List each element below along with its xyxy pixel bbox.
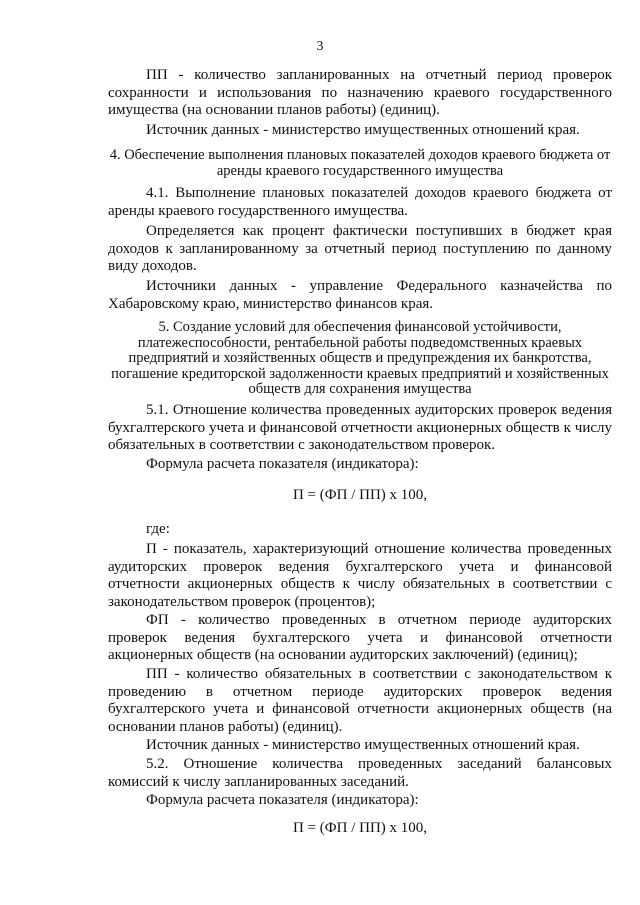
paragraph-p-definition: П - показатель, характеризующий отношение количества проведенных аудиторских проверок ведения бухгалтерского учета и финансовой отчетности акционерных обществ к числу обязательных в соответствии с законодательством проверок (процентов); xyxy=(108,541,612,610)
page-number: 3 xyxy=(316,39,324,54)
paragraph-5-2: 5.2. Отношение количества проведенных заседаний балансовых комиссий к числу запланированных заседаний. xyxy=(108,756,612,790)
paragraph-source-2: Источники данных - управление Федерального казначейства по Хабаровскому краю, министерство финансов края. xyxy=(108,278,612,312)
paragraph-pp-definition-2: ПП - количество обязательных в соответствии с законодательством к проведению в отчетном периоде аудиторских проверок ведения бухгалтерского учета и финансовой отчетности акционерных обществ (на основании планов работы) (единиц). xyxy=(108,666,612,735)
paragraph-where: где: xyxy=(146,521,170,537)
paragraph-pp-definition: ПП - количество запланированных на отчетный период проверок сохранности и использования по назначению краевого государственного имущества (на основании планов работы) (единиц). xyxy=(108,67,612,118)
paragraph-fp-definition: ФП - количество проведенных в отчетном периоде аудиторских проверок ведения бухгалтерского учета и финансовой отчетности акционерных обществ (на основании аудиторских заключений) (единиц); xyxy=(108,612,612,663)
section-heading-4: 4. Обеспечение выполнения плановых показателей доходов краевого бюджета от аренды краевого государственного имущества xyxy=(109,147,611,179)
paragraph-source-1: Источник данных - министерство имущественных отношений края. xyxy=(146,122,580,138)
paragraph-4-1: 4.1. Выполнение плановых показателей доходов краевого бюджета от аренды краевого государственного имущества. xyxy=(108,185,612,219)
paragraph-4-1-definition: Определяется как процент фактически поступивших в бюджет края доходов к запланированному за отчетный период поступлению по данному виду доходов. xyxy=(108,223,612,274)
paragraph-formula-intro-2: Формула расчета показателя (индикатора): xyxy=(146,792,419,808)
paragraph-5-1: 5.1. Отношение количества проведенных аудиторских проверок ведения бухгалтерского учета и финансовой отчетности акционерных обществ к числу обязательных в соответствии с законодательством проверок. xyxy=(108,402,612,453)
paragraph-formula-intro-1: Формула расчета показателя (индикатора): xyxy=(146,456,419,472)
formula-2: П = (ФП / ПП) x 100, xyxy=(292,820,428,836)
section-heading-5: 5. Создание условий для обеспечения финансовой устойчивости, платежеспособности, рентабельной работы подведомственных краевых предприятий и хозяйственных обществ и предупреждения их банкротства, погашение кредиторской задолженности краевых предприятий и хозяйственных обществ для сохранения имущества xyxy=(111,319,609,397)
paragraph-source-3: Источник данных - министерство имущественных отношений края. xyxy=(146,737,580,753)
formula-1: П = (ФП / ПП) x 100, xyxy=(292,487,428,503)
